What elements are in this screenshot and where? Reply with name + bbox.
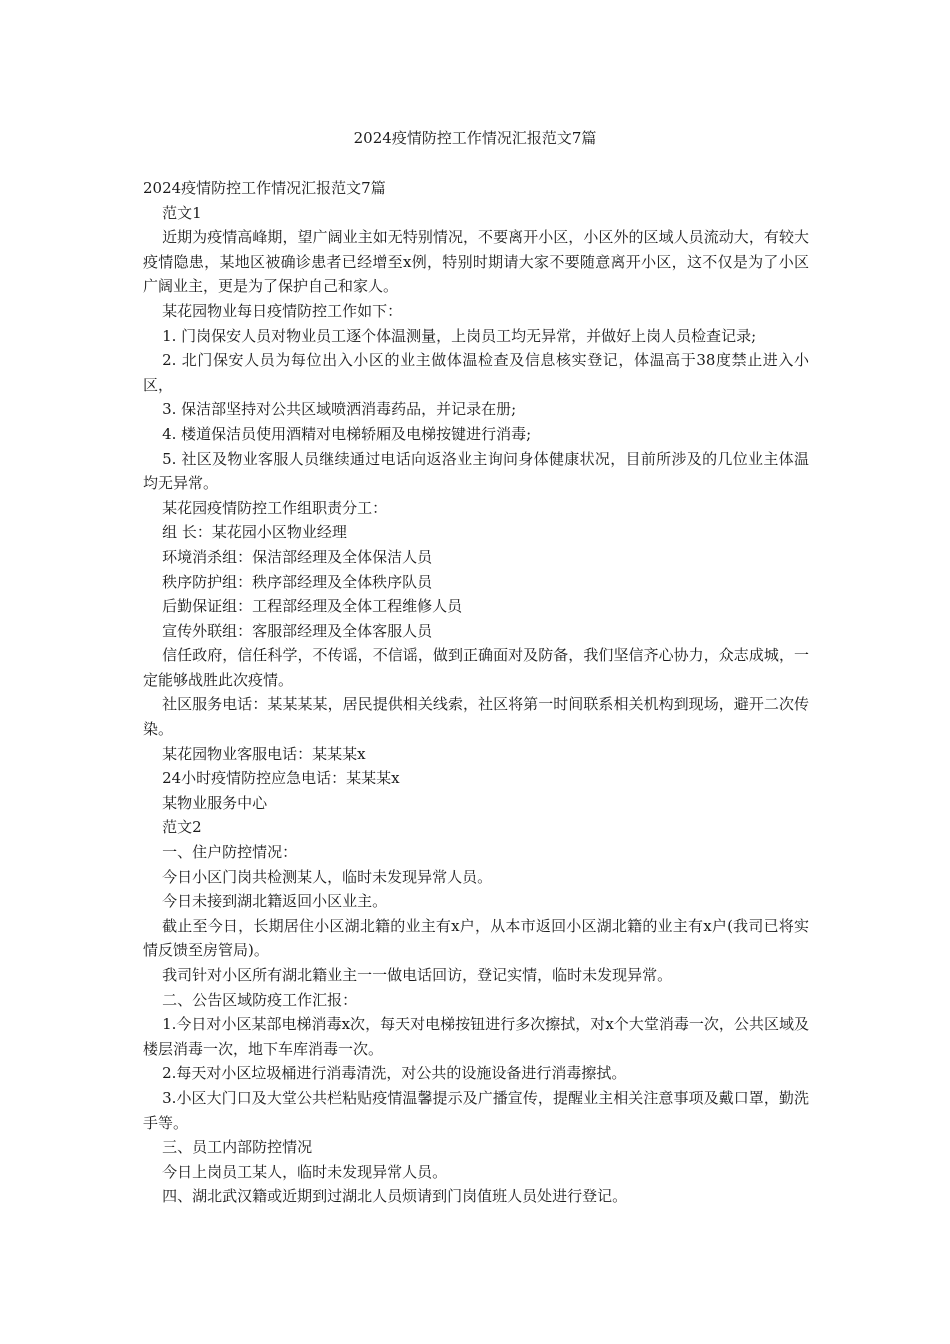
role-line: 后勤保证组：工程部经理及全体工程维修人员	[162, 597, 463, 616]
section-heading: 三、员工内部防控情况	[162, 1138, 313, 1157]
paragraph: 信任政府，信任科学，不传谣，不信谣，做到正确面对及防备，我们坚信齐心协力，众志成城，一定能够战胜此次疫情。	[143, 646, 809, 689]
signature-line: 某物业服务中心	[162, 793, 268, 812]
paragraph: 截止至今日，长期居住小区湖北籍的业主有x户，从本市返回小区湖北籍的业主有x户(我司已将实情反馈至房管局)。	[143, 916, 809, 960]
paragraph: 今日小区门岗共检测某人，临时未发现异常人员。	[162, 867, 493, 886]
paragraph: 今日未接到湖北籍返回小区业主。	[162, 892, 388, 911]
role-line: 秩序防护组：秩序部经理及全体秩序队员	[162, 572, 433, 591]
role-line: 组 长：某花园小区物业经理	[162, 523, 347, 542]
role-line: 宣传外联组：客服部经理及全体客服人员	[162, 621, 433, 640]
contact-line: 某花园物业客服电话：某某某x	[162, 744, 366, 763]
list-item: 2.每天对小区垃圾桶进行消毒清洗，对公共的设施设备进行消毒擦拭。	[162, 1064, 627, 1083]
paragraph: 社区服务电话：某某某某，居民提供相关线索，社区将第一时间联系相关机构到现场，避开二次传染。	[143, 695, 809, 739]
list-item: 3. 保洁部坚持对公共区域喷洒消毒药品，并记录在册;	[162, 400, 517, 419]
document-body	[143, 176, 809, 1209]
list-item: 5. 社区及物业客服人员继续通过电话向返洛业主询问身体健康状况，目前所涉及的几位业主体温均无异常。	[143, 449, 809, 493]
paragraph: 今日上岗员工某人，临时未发现异常人员。	[162, 1162, 448, 1181]
paragraph: 某花园疫情防控工作组职责分工：	[162, 498, 388, 517]
list-item: 1.今日对小区某部电梯消毒x次，每天对电梯按钮进行多次擦拭，对x个大堂消毒一次，公共区域及楼层消毒一次，地下车库消毒一次。	[143, 1015, 809, 1058]
paragraph: 我司针对小区所有湖北籍业主一一做电话回访，登记实情，临时未发现异常。	[162, 966, 673, 984]
section-heading: 四、湖北武汉籍或近期到过湖北人员烦请到门岗值班人员处进行登记。	[162, 1187, 628, 1206]
document-title: 2024疫情防控工作情况汇报范文7篇	[353, 129, 597, 147]
list-item: 1. 门岗保安人员对物业员工逐个体温测量，上岗员工均无异常，并做好上岗人员检查记录;	[162, 326, 757, 345]
paragraph: 近期为疫情高峰期，望广阔业主如无特别情况，不要离开小区，小区外的区域人员流动大，有较大疫情隐患，某地区被确诊患者已经增至x例，特别时期请大家不要随意离开小区，这不仅是为了小区广阔业主，更是为了保护自己和家人。	[143, 228, 809, 296]
section-heading: 一、住户防控情况：	[162, 843, 298, 862]
paragraph: 某花园物业每日疫情防控工作如下：	[162, 301, 403, 320]
contact-line: 24小时疫情防控应急电话：某某某x	[162, 769, 400, 788]
section-label-2: 范文2	[162, 818, 202, 837]
role-line: 环境消杀组：保洁部经理及全体保洁人员	[162, 547, 433, 566]
body-heading: 2024疫情防控工作情况汇报范文7篇	[143, 179, 386, 197]
list-item: 4. 楼道保洁员使用酒精对电梯轿厢及电梯按键进行消毒;	[162, 424, 532, 443]
section-heading: 二、公告区域防疫工作汇报：	[162, 990, 358, 1009]
list-item: 2. 北门保安人员为每位出入小区的业主做体温检查及信息核实登记，体温高于38度禁止进入小区，	[143, 351, 809, 394]
list-item: 3.小区大门口及大堂公共栏粘贴疫情温馨提示及广播宣传，提醒业主相关注意事项及戴口罩，勤洗手等。	[143, 1088, 809, 1132]
section-label-1: 范文1	[162, 203, 202, 222]
